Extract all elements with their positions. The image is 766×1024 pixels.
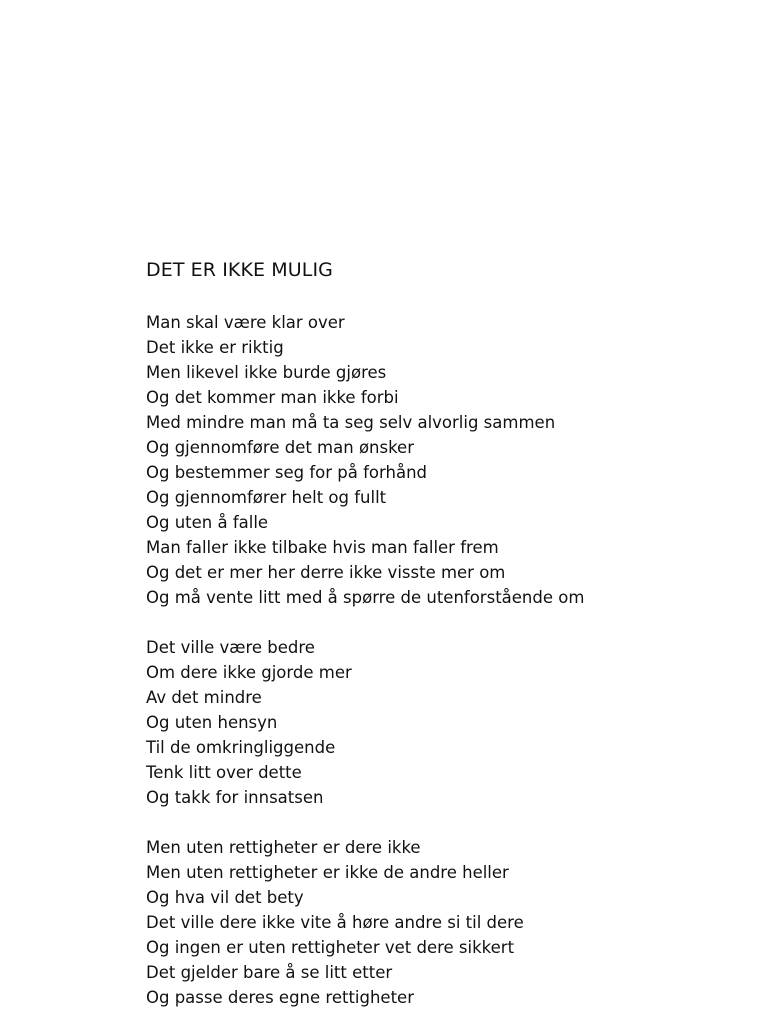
- poem-line: Det gjelder bare å se litt etter: [146, 963, 393, 982]
- poem-line: Men likevel ikke burde gjøres: [146, 363, 387, 382]
- poem-line: Det ville være bedre: [146, 638, 315, 657]
- poem-line: Med mindre man må ta seg selv alvorlig sammen: [146, 413, 556, 432]
- poem-line: Og det kommer man ikke forbi: [146, 388, 399, 407]
- poem-line: Av det mindre: [146, 688, 262, 707]
- poem-line: Man faller ikke tilbake hvis man faller frem: [146, 538, 499, 557]
- poem-line: Og gjennomføre det man ønsker: [146, 438, 414, 457]
- poem-line: Tenk litt over dette: [146, 763, 302, 782]
- poem-line: Og takk for innsatsen: [146, 788, 324, 807]
- stanza-1: [146, 310, 584, 610]
- stanza-2: [146, 635, 352, 810]
- poem-line: Det ikke er riktig: [146, 338, 284, 357]
- poem-line: Til de omkringliggende: [146, 738, 336, 757]
- poem-line: Man skal være klar over: [146, 313, 345, 332]
- poem-line: Og ingen er uten rettigheter vet dere sikkert: [146, 938, 515, 957]
- poem-line: Og det er mer her derre ikke visste mer om: [146, 563, 506, 582]
- poem-line: Det ville dere ikke vite å høre andre si til dere: [146, 913, 524, 932]
- poem-line: Men uten rettigheter er dere ikke: [146, 838, 421, 857]
- poem-line: Men uten rettigheter er ikke de andre heller: [146, 863, 509, 882]
- poem-line: Og passe deres egne rettigheter: [146, 988, 414, 1007]
- poem-line: Om dere ikke gjorde mer: [146, 663, 352, 682]
- poem-line: Og uten hensyn: [146, 713, 278, 732]
- poem-line: Og bestemmer seg for på forhånd: [146, 463, 427, 482]
- poem-title: DET ER IKKE MULIG: [146, 259, 334, 281]
- stanza-3: [146, 835, 524, 1010]
- poem-line: Og må vente litt med å spørre de utenforstående om: [146, 588, 585, 607]
- poem-line: Og uten å falle: [146, 513, 269, 532]
- poem-line: Og hva vil det bety: [146, 888, 304, 907]
- poem-line: Og gjennomfører helt og fullt: [146, 488, 387, 507]
